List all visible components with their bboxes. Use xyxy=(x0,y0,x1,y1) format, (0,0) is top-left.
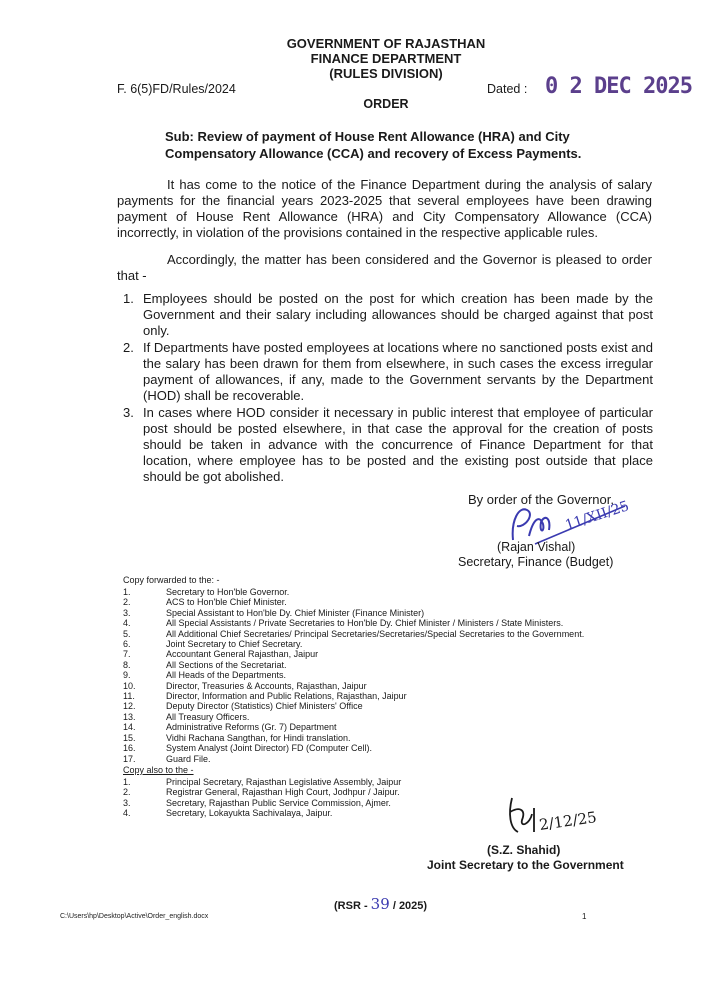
list-item xyxy=(123,618,683,628)
item-text: Principal Secretary, Rajasthan Legislative Assembly, Jaipur xyxy=(166,777,402,787)
list-item xyxy=(123,681,683,691)
copy-forwarded-list xyxy=(123,587,683,764)
list-item xyxy=(123,649,683,659)
item-number: 4. xyxy=(123,808,131,819)
list-item xyxy=(123,639,683,649)
item-text: Vidhi Rachana Sangthan, for Hindi translation. xyxy=(166,732,351,743)
directive-number: 1. xyxy=(123,291,134,306)
item-text: Joint Secretary to Chief Secretary. xyxy=(166,639,303,650)
item-number: 2. xyxy=(123,787,131,798)
order-title: ORDER xyxy=(363,97,409,111)
item-text: Director, Information and Public Relations, Rajasthan, Jaipur xyxy=(166,691,407,702)
directive-text: Employees should be posted on the post for which creation has been made by the Government and their salary including allowances should be charged against that post only. xyxy=(143,291,653,338)
list-item xyxy=(123,691,683,701)
directives-list xyxy=(117,291,653,486)
directive-item xyxy=(117,405,653,485)
item-text: Secretary, Rajasthan Public Service Commission, Ajmer. xyxy=(166,797,391,808)
secretary-name: (Rajan Vishal) xyxy=(497,540,576,554)
list-item xyxy=(123,754,683,764)
item-number: 10. xyxy=(123,680,136,691)
joint-secretary-designation: Joint Secretary to the Government xyxy=(427,858,624,872)
list-item xyxy=(123,597,683,607)
directive-text: If Departments have posted employees at locations where no sanctioned posts exist and the salary has been drawn for them from elsewhere, in such cases the excess irregular payment of allowances, if any, made to the Government servants by the Department (HOD) shall be recoverable. xyxy=(143,340,653,403)
list-item xyxy=(123,722,683,732)
paragraph-notice: It has come to the notice of the Finance Department during the analysis of salary payments for the financial years 2023-2025 that several employees have been drawing payment of House Rent Allowance (HRA) and City Compensatory Allowance (CCA) incorrectly, in violation of the provisions contained in the respective applicable rules. xyxy=(117,177,652,240)
list-item xyxy=(123,660,683,670)
item-text: Registrar General, Rajasthan High Court, Jodhpur / Jaipur. xyxy=(166,787,400,798)
item-number: 7. xyxy=(123,649,131,660)
item-text: All Treasury Officers. xyxy=(166,711,250,722)
list-item xyxy=(123,733,683,743)
list-item xyxy=(123,587,683,597)
page-number: 1 xyxy=(582,912,587,921)
directive-number: 2. xyxy=(123,340,134,355)
item-text: Special Assistant to Hon'ble Dy. Chief Minister (Finance Minister) xyxy=(166,607,425,618)
joint-secretary-name: (S.Z. Shahid) xyxy=(487,843,561,857)
file-path: C:\Users\hp\Desktop\Active\Order_english.docx xyxy=(60,913,209,920)
item-text: Administrative Reforms (Gr. 7) Department xyxy=(166,722,337,733)
item-number: 15. xyxy=(123,732,136,743)
secretary-designation: Secretary, Finance (Budget) xyxy=(458,555,614,569)
reference-number: F. 6(5)FD/Rules/2024 xyxy=(117,82,236,96)
copy-also-heading: Copy also to the - xyxy=(123,765,194,775)
item-number: 8. xyxy=(123,659,131,670)
subject-prefix: Sub: xyxy=(165,129,194,144)
item-number: 5. xyxy=(123,628,131,639)
item-text: All Additional Chief Secretaries/ Principal Secretaries/Secretaries/Special Secretaries to the Government. xyxy=(166,628,585,639)
header-government: GOVERNMENT OF RAJASTHAN xyxy=(286,36,486,51)
item-number: 17. xyxy=(123,753,136,764)
by-order-line: By order of the Governor, xyxy=(468,492,614,507)
joint-secretary-sign-date: 2/12/25 xyxy=(538,808,598,834)
item-text: ACS to Hon'ble Chief Minister. xyxy=(166,597,287,608)
list-item xyxy=(123,608,683,618)
subject-line xyxy=(165,128,637,162)
item-text: Guard File. xyxy=(166,753,211,764)
list-item xyxy=(123,743,683,753)
header-division: (RULES DIVISION) xyxy=(329,66,443,81)
copy-forwarded-heading: Copy forwarded to the: - xyxy=(123,575,220,585)
item-text: All Heads of the Departments. xyxy=(166,670,287,681)
list-item xyxy=(123,701,683,711)
item-text: All Special Assistants / Private Secretaries to Hon'ble Dy. Chief Minister / Ministers / State Ministers. xyxy=(166,618,564,629)
list-item xyxy=(123,777,683,787)
item-text: All Sections of the Secretariat. xyxy=(166,659,287,670)
joint-secretary-signature xyxy=(500,788,610,848)
dated-label: Dated : xyxy=(487,82,528,96)
item-text: Deputy Director (Statistics) Chief Ministers' Office xyxy=(166,701,363,712)
order-title-wrap xyxy=(0,97,720,111)
header-department: FINANCE DEPARTMENT xyxy=(310,51,462,66)
item-text: System Analyst (Joint Director) FD (Computer Cell). xyxy=(166,743,373,754)
subject-text: Review of payment of House Rent Allowance (HRA) and City Compensatory Allowance (CCA) and recovery of Excess Payments. xyxy=(165,129,582,161)
item-text: Secretary to Hon'ble Governor. xyxy=(166,587,290,597)
item-text: Secretary, Lokayukta Sachivalaya, Jaipur. xyxy=(166,808,333,819)
item-text: Accountant General Rajasthan, Jaipur xyxy=(166,649,319,660)
list-item xyxy=(123,670,683,680)
rsr-prefix: (RSR - xyxy=(334,900,368,912)
item-number: 2. xyxy=(123,597,131,608)
rsr-suffix: / 2025) xyxy=(392,900,428,912)
item-number: 1. xyxy=(123,587,131,597)
item-number: 6. xyxy=(123,639,131,650)
directive-item xyxy=(117,340,653,404)
directive-text: In cases where HOD consider it necessary in public interest that employee of particular post should be posted elsewhere, in that case the approval for the creation of posts should be taken in advance with the concurrence of Finance Department for that location, where employee has to be posted and the existing post outside that place should be got abolished. xyxy=(143,405,653,484)
item-number: 3. xyxy=(123,797,131,808)
rsr-number xyxy=(334,895,427,913)
item-number: 16. xyxy=(123,743,136,754)
date-stamp: 0 2 DEC 2025 xyxy=(545,74,692,99)
secretary-sign-date: 11/XII/25 xyxy=(563,498,632,534)
list-item xyxy=(123,712,683,722)
item-number: 13. xyxy=(123,711,136,722)
rsr-handwritten-number: 39 xyxy=(370,895,390,913)
directive-number: 3. xyxy=(123,405,134,420)
item-number: 3. xyxy=(123,607,131,618)
item-number: 9. xyxy=(123,670,131,681)
list-item xyxy=(123,629,683,639)
item-number: 11. xyxy=(123,691,135,702)
item-text: Director, Treasuries & Accounts, Rajasthan, Jaipur xyxy=(166,680,367,691)
item-number: 12. xyxy=(123,701,136,712)
paragraph-accordingly: Accordingly, the matter has been considered and the Governor is pleased to order that - xyxy=(117,252,652,283)
directive-item xyxy=(117,291,653,339)
item-number: 4. xyxy=(123,618,131,629)
item-number: 14. xyxy=(123,722,136,733)
item-number: 1. xyxy=(123,777,131,787)
